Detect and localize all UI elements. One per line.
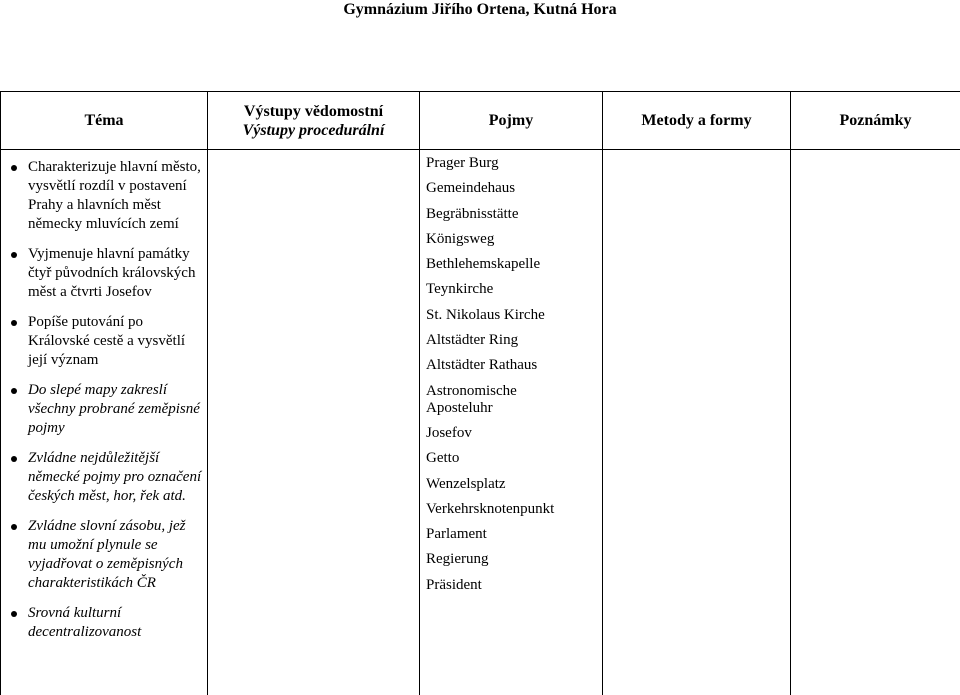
pojmy-cell — [420, 150, 603, 695]
term-item: Begräbnisstätte — [426, 206, 602, 223]
content-row — [1, 150, 960, 695]
column-header-vystupy-proceduralni: Výstupy procedurální — [208, 121, 419, 140]
term-item: Prager Burg — [426, 155, 602, 172]
school-title: Gymnázium Jiřího Ortena, Kutná Hora — [0, 1, 960, 19]
poznamky-cell — [791, 150, 960, 695]
term-item: Bethlehemskapelle — [426, 256, 602, 273]
curriculum-table — [0, 91, 960, 695]
term-item: Regierung — [426, 551, 602, 568]
outcome-item: Srovná kulturní decentralizovanost — [9, 604, 207, 642]
term-item: Josefov — [426, 425, 602, 442]
column-header-vystupy-vedomostni: Výstupy vědomostní — [208, 102, 419, 121]
column-header-tema: Téma — [1, 92, 208, 150]
outcomes-list — [1, 150, 207, 642]
terms-list — [420, 150, 602, 594]
column-header-metody: Metody a formy — [603, 92, 791, 150]
term-item: St. Nikolaus Kirche — [426, 307, 602, 324]
term-item: Getto — [426, 450, 602, 467]
term-item: Parlament — [426, 526, 602, 543]
term-item: Teynkirche — [426, 281, 602, 298]
outcome-item: Vyjmenuje hlavní památky čtyř původních královských měst a čtvrti Josefov — [9, 245, 207, 302]
term-item: Altstädter Ring — [426, 332, 602, 349]
outcome-item: Do slepé mapy zakreslí všechny probrané zeměpisné pojmy — [9, 381, 207, 438]
outcome-item: Charakterizuje hlavní město, vysvětlí rozdíl v postavení Prahy a hlavních měst německy mluvících zemí — [9, 158, 207, 234]
term-item: Verkehrsknotenpunkt — [426, 501, 602, 518]
column-header-poznamky: Poznámky — [791, 92, 960, 150]
header-row — [1, 92, 960, 150]
term-item: Gemeindehaus — [426, 180, 602, 197]
column-header-vystupy — [208, 92, 420, 150]
term-item: Wenzelsplatz — [426, 476, 602, 493]
outcome-item: Zvládne nejdůležitější německé pojmy pro označení českých měst, hor, řek atd. — [9, 449, 207, 506]
column-header-pojmy: Pojmy — [420, 92, 603, 150]
term-item: Altstädter Rathaus — [426, 357, 602, 374]
vystupy-cell — [208, 150, 420, 695]
outcome-item: Zvládne slovní zásobu, jež mu umožní plynule se vyjadřovat o zeměpisných charakteristikách ČR — [9, 517, 207, 593]
outcome-item: Popíše putování po Královské cestě a vysvětlí její význam — [9, 313, 207, 370]
term-item: Königsweg — [426, 231, 602, 248]
term-item: Astronomische Aposteluhr — [426, 383, 541, 417]
metody-cell — [603, 150, 791, 695]
term-item: Präsident — [426, 577, 602, 594]
tema-cell — [1, 150, 208, 695]
